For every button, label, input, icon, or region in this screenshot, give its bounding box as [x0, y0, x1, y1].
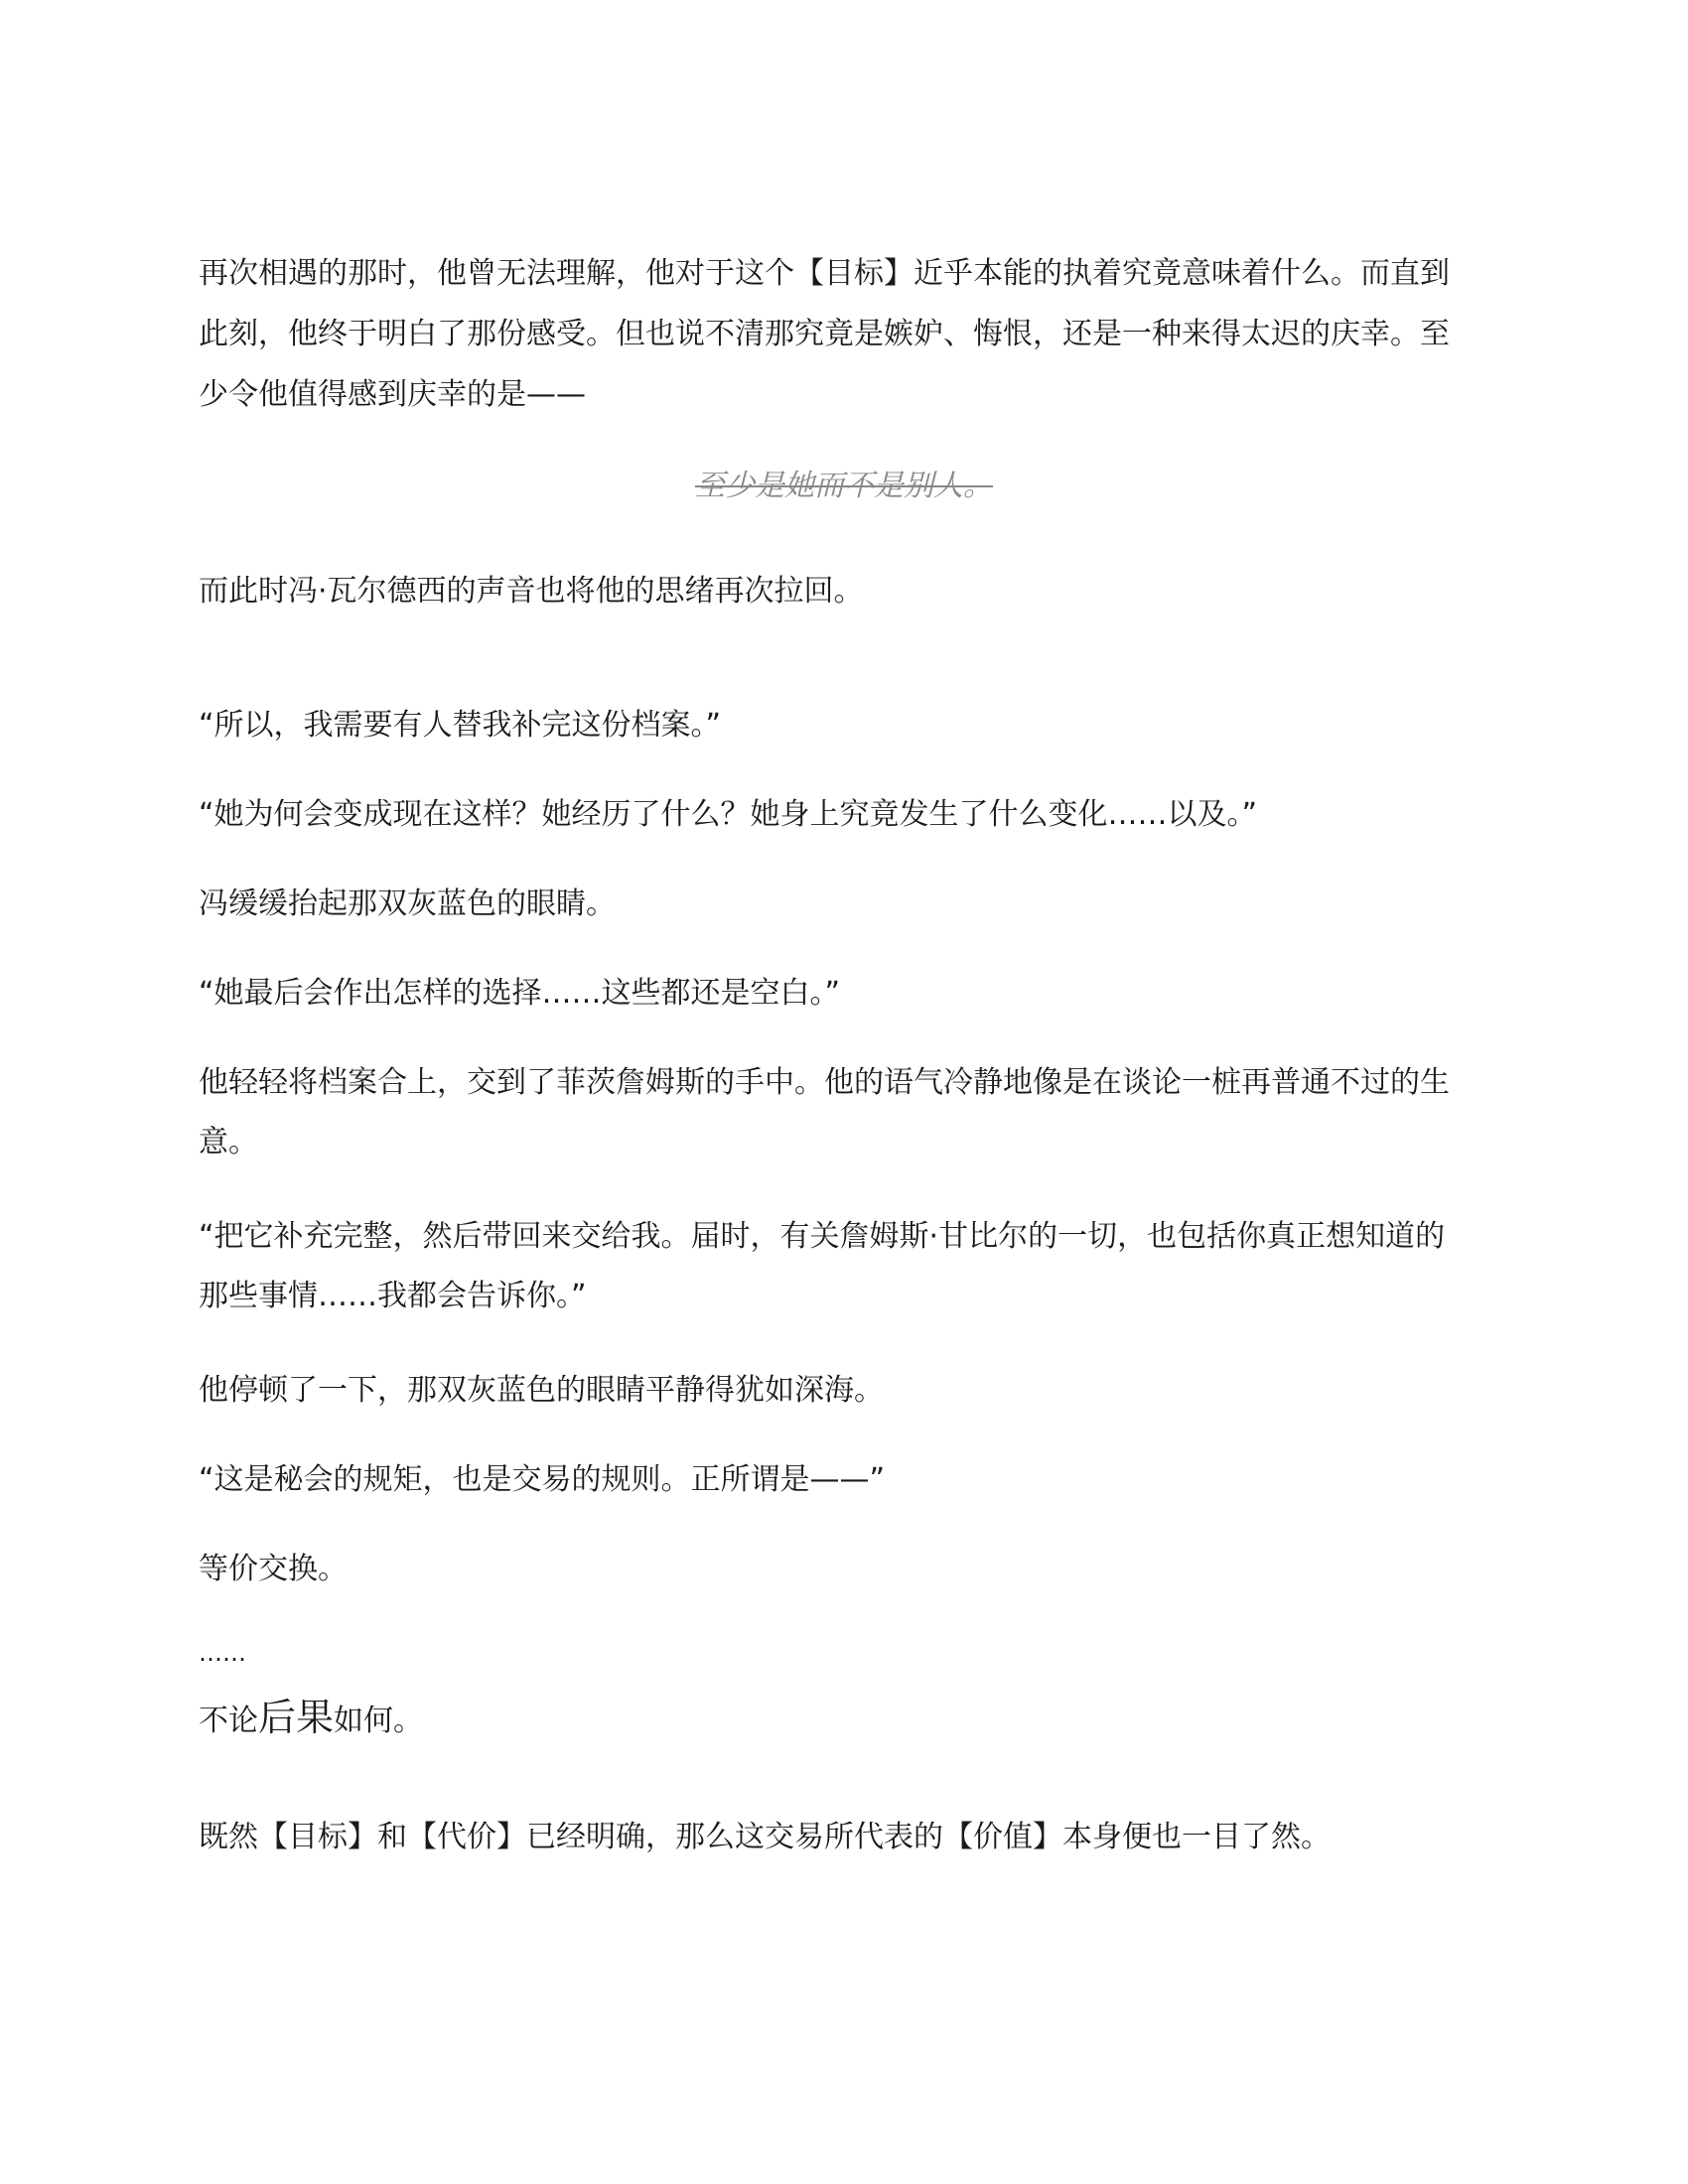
paragraph-4: “她为何会变成现在这样？她经历了什么？她身上究竟发生了什么变化……以及。”	[199, 797, 1258, 832]
paragraph-9: 他停顿了一下，那双灰蓝色的眼睛平静得犹如深海。	[199, 1373, 884, 1408]
paragraph-13-emphasis: 后果	[258, 1696, 335, 1739]
paragraph-8-line-2: 那些事情……我都会告诉你。”	[199, 1279, 587, 1313]
paragraph-7-line-1: 他轻轻将档案合上，交到了菲茨詹姆斯的手中。他的语气冷静地像是在谈论一桩再普通不过的生	[199, 1065, 1450, 1100]
paragraph-7-line-2: 意。	[199, 1125, 258, 1160]
paragraph-1-line-2: 此刻，他终于明白了那份感受。但也说不清那究竟是嫉妒、悔恨，还是一种来得太迟的庆幸。至	[199, 317, 1450, 351]
struck-through-line: 至少是她而不是别人。	[695, 469, 993, 503]
paragraph-3: “所以，我需要有人替我补完这份档案。”	[199, 708, 722, 743]
paragraph-13-part-1: 不论	[199, 1704, 258, 1738]
paragraph-2: 而此时冯·瓦尔德西的声音也将他的思绪再次拉回。	[199, 574, 864, 609]
paragraph-6: “她最后会作出怎样的选择……这些都还是空白。”	[199, 976, 841, 1011]
paragraph-8-line-1: “把它补充完整，然后带回来交给我。届时，有关詹姆斯·甘比尔的一切，也包括你真正想知道的	[199, 1219, 1446, 1254]
ellipsis-line: ……	[199, 1639, 246, 1667]
paragraph-1-line-1: 再次相遇的那时，他曾无法理解，他对于这个【目标】近乎本能的执着究竟意味着什么。而直到	[199, 256, 1450, 291]
paragraph-5: 冯缓缓抬起那双灰蓝色的眼睛。	[199, 887, 616, 921]
paragraph-10: “这是秘会的规矩，也是交易的规则。正所谓是——”	[199, 1462, 886, 1497]
paragraph-1-line-3: 少令他值得感到庆幸的是——	[199, 377, 586, 412]
paragraph-13	[199, 1688, 1489, 1751]
paragraph-11: 等价交换。	[199, 1552, 348, 1586]
paragraph-13-part-3: 如何。	[334, 1704, 424, 1738]
paragraph-14: 既然【目标】和【代价】已经明确，那么这交易所代表的【价值】本身便也一目了然。	[199, 1820, 1331, 1854]
